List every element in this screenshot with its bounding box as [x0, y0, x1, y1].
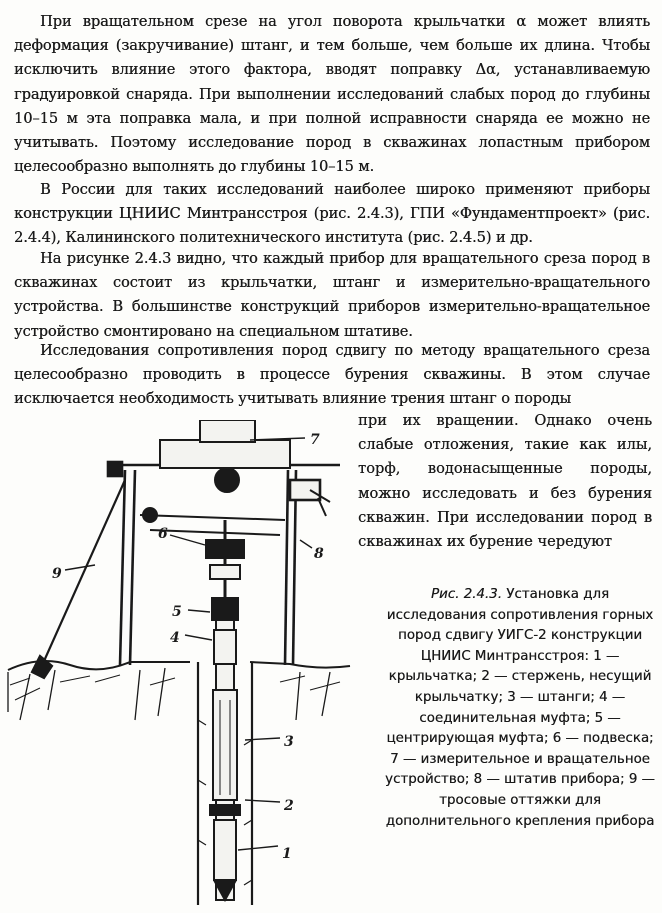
figure-label-9: 9	[52, 566, 62, 582]
rods	[206, 520, 244, 900]
figure-label-1: 1	[282, 846, 292, 862]
figure-label-5: 5	[172, 604, 182, 620]
side-text: при их вращении. Однако очень слабые отложения, такие как илы, торф, водонасыщенные породы, можно исследовать и без бурения скважин. При исследовании пород в скважинах их бурение чередуют	[358, 412, 652, 551]
figure-label-4: 4	[170, 630, 180, 646]
label-leaders	[65, 438, 312, 850]
figure-label-7: 7	[310, 432, 320, 448]
caption-text: Установка для исследования сопротивления горных пород сдвигу УИГС-2 конструкции ЦНИИС Минтрансстроя: 1 — крыльчатка; 2 — стержень, несущий крыльчатку; 3 — штанги; 4 — соединительная муфта; 5 — центрирующая муфта; 6 — подвеска; 7 — измерительное и вращательное устройство; 8 — штатив прибора; 9 — тросовые оттяжки для дополнительного крепления прибора	[385, 587, 655, 829]
paragraph-drilling: Исследования сопротивления пород сдвигу по методу вращательного среза целесообразно проводить в процессе бурения скважины. В этом случае исключается необходимость учитывать влияние трения штанг о породы	[14, 342, 650, 408]
guy-cable	[32, 480, 125, 678]
measuring-device	[143, 420, 290, 522]
figure-label-6: 6	[158, 526, 168, 542]
figure-label-2: 2	[284, 798, 294, 814]
figure-label-8: 8	[314, 546, 324, 562]
paragraph-russia-devices: В России для таких исследований наиболее широко применяют приборы конструкции ЦНИИС Минтрансстроя (рис. 2.4.3), ГПИ «Фундаментпроект» (рис. 2.4.4), Калининского политехнического института (рис. 2.4.5) и др.	[14, 181, 650, 247]
figure-uigs2-installation	[0, 420, 360, 913]
figure-caption	[385, 585, 655, 832]
paragraph-deformation: При вращательном срезе на угол поворота крыльчатки α может влиять деформация (закручивание) штанг, и тем больше, чем больше их длина. Чтобы исключить влияние этого фактора, вводят поправку Δα, устанавливаемую градуировкой снаряда. При выполнении исследований слабых пород до глубины 10–15 м эта поправка мала, и при полной исправности снаряда ее можно не учитывать. Поэтому исследование пород в скважинах лопастным прибором целесообразно выполнять до глубины 10–15 м.	[14, 13, 650, 176]
paragraph-device-structure: На рисунке 2.4.3 видно, что каждый прибор для вращательного среза пород в скважинах состоит из крыльчатки, штанг и измерительно-вращательного устройства. В большинстве конструкций приборов измерительно-вращательное устройство смонтировано на специальном штативе.	[14, 250, 650, 340]
figure-label-3: 3	[284, 734, 294, 750]
caption-title: Рис. 2.4.3.	[430, 587, 502, 602]
ground	[8, 661, 350, 720]
